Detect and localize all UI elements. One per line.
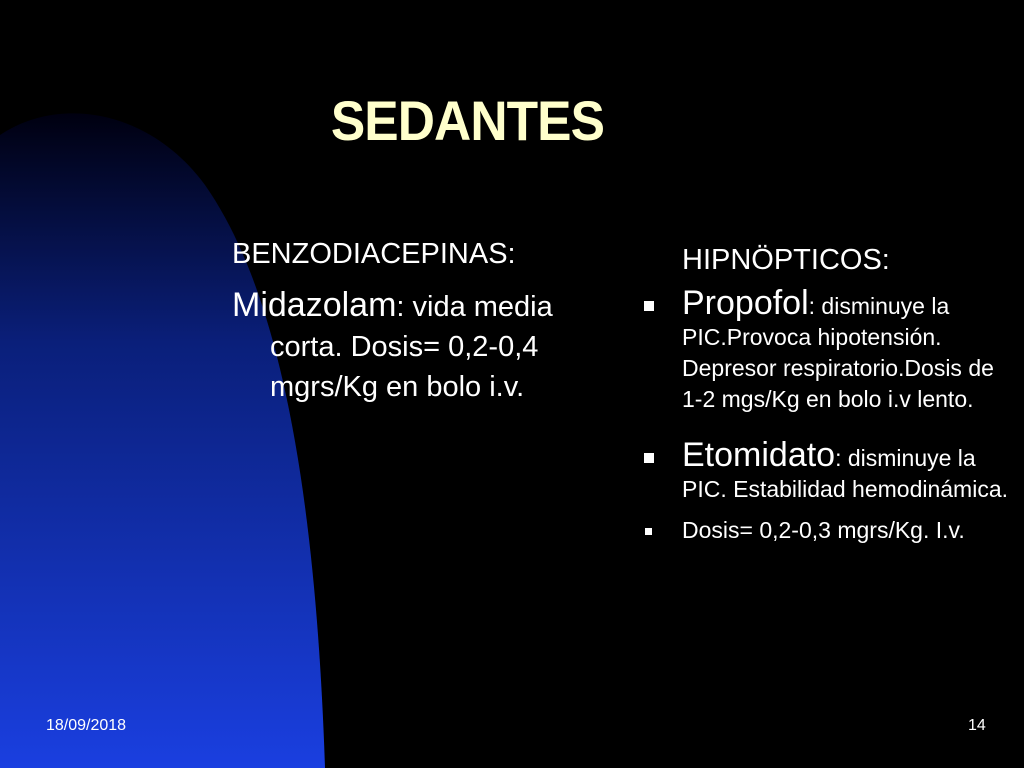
etomidato-term: Etomidato	[682, 436, 836, 474]
bullet-square-icon	[644, 453, 654, 463]
footer-date: 18/09/2018	[46, 717, 127, 734]
midazolam-term: Midazolam	[232, 286, 397, 324]
midazolam-text	[232, 285, 592, 407]
bullet-square-icon	[645, 528, 652, 535]
list-item	[640, 515, 1012, 546]
etomidato-description: : disminuye la PIC. Estabilidad hemodinámica.	[682, 445, 1008, 502]
etomidato-dose: Dosis= 0,2-0,3 mgrs/Kg. I.v.	[682, 517, 965, 543]
list-item	[640, 285, 1012, 415]
right-column	[640, 244, 1012, 546]
hipnopticos-heading: HIPNÖPTICOS:	[682, 244, 890, 276]
left-column	[232, 238, 592, 407]
benzodiacepinas-heading: BENZODIACEPINAS:	[232, 238, 516, 270]
slide-title: SEDANTES	[330, 89, 605, 152]
slide-number: 14	[968, 717, 986, 734]
list-item	[640, 437, 1012, 505]
midazolam-description: : vida media corta. Dosis= 0,2-0,4 mgrs/Kg en bolo i.v.	[270, 291, 553, 403]
propofol-term: Propofol	[682, 284, 809, 322]
bullet-square-icon	[644, 301, 654, 311]
propofol-description: : disminuye la PIC.Provoca hipotensión. Depresor respiratorio.Dosis de 1-2 mgs/Kg en bolo i.v lento.	[682, 293, 994, 412]
